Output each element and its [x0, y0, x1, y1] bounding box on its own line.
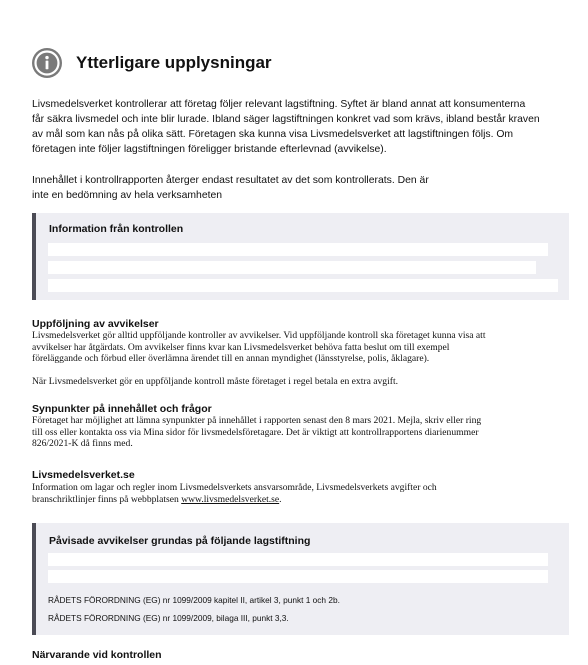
section-heading: Uppföljning av avvikelser: [32, 318, 159, 330]
redacted-field: [48, 553, 548, 566]
text-line: 826/2021-K då finns med.: [32, 438, 133, 450]
info-from-control-box: [32, 213, 569, 300]
legislation-box: [32, 523, 569, 635]
text-line: Information om lagar och regler inom Livsmedelsverkets ansvarsområde, Livsmedelsverkets avgifter och: [32, 482, 437, 493]
text-fragment: branschriktlinjer finns på webbplatsen: [32, 493, 182, 505]
text-line: till oss eller kontakta oss via Mina sidor för livsmedelsföretagare. Det är viktigt att kontrollrapportens diarienummer: [32, 426, 479, 438]
website-link[interactable]: www.livsmedelsverket.se: [181, 493, 280, 505]
box-title: Information från kontrollen: [49, 223, 184, 235]
redacted-field: [48, 279, 558, 292]
text-line: får säkra livsmedel och inte blir lurade. Ibland säger lagstiftningen konkret vad som krävs, ibland består kraven: [32, 114, 540, 125]
text-line: Företaget har möjlighet att lämna synpunkter på innehållet i rapporten senast den 8 mars 2021. Mejla, skriv eller ring: [32, 415, 482, 426]
text-fragment: .: [279, 493, 282, 505]
text-line: föreläggande och förbud eller överlämna ärendet till en annan myndighet (länsstyrelse, polis, åklagare).: [32, 353, 430, 365]
feedback-paragraph: [32, 415, 562, 450]
website-paragraph: [32, 482, 562, 505]
page-title: Ytterligare upplysningar: [76, 53, 272, 72]
text-line: Livsmedelsverket kontrollerar att företag följer relevant lagstiftning. Syftet är bland annat att konsumenterna: [32, 99, 526, 110]
section-heading: Närvarande vid kontrollen: [32, 649, 162, 661]
text-line: Innehållet i kontrollrapporten återger endast resultatet av det som kontrollerats. Den är: [32, 175, 429, 186]
legislation-item: RÅDETS FÖRORDNING (EG) nr 1099/2009, bilaga III, punkt 3,3.: [48, 613, 289, 623]
text-line: Livsmedelsverket gör alltid uppföljande kontroller av avvikelser. Vid uppföljande kontroll ska företaget kunna visa att: [32, 330, 486, 341]
redacted-field: [48, 243, 548, 256]
redacted-field: [48, 570, 548, 583]
text-line: företagen inte följer lagstiftningen föreligger bristande efterlevnad (avvikelse).: [32, 144, 387, 155]
info-icon: [32, 48, 62, 78]
followup-fee-text: När Livsmedelsverket gör en uppföljande kontroll måste företaget i regel betala en extra avgift.: [32, 376, 399, 387]
section-header: [32, 48, 272, 78]
intro-paragraph: [32, 97, 560, 157]
text-line: [32, 494, 562, 506]
text-line: inte en bedömning av hela verksamheten: [32, 190, 223, 201]
section-heading: Livsmedelsverket.se: [32, 469, 135, 481]
legislation-item: RÅDETS FÖRORDNING (EG) nr 1099/2009 kapitel II, artikel 3, punkt 1 och 2b.: [48, 595, 340, 605]
followup-paragraph: [32, 330, 562, 365]
report-scope-paragraph: [32, 173, 532, 203]
section-heading: Synpunkter på innehållet och frågor: [32, 403, 212, 415]
box-title: Påvisade avvikelser grundas på följande lagstiftning: [49, 535, 311, 547]
text-line: avvikelser har åtgärdats. Om avvikelser finns kvar kan Livsmedelsverket behöva fatta beslut om till exempel: [32, 341, 450, 353]
redacted-field: [48, 261, 536, 274]
text-line: av mål som kan nås på olika sätt. Företagen ska kunna visa Livsmedelsverket att lagstiftningen följs. Om: [32, 129, 514, 140]
